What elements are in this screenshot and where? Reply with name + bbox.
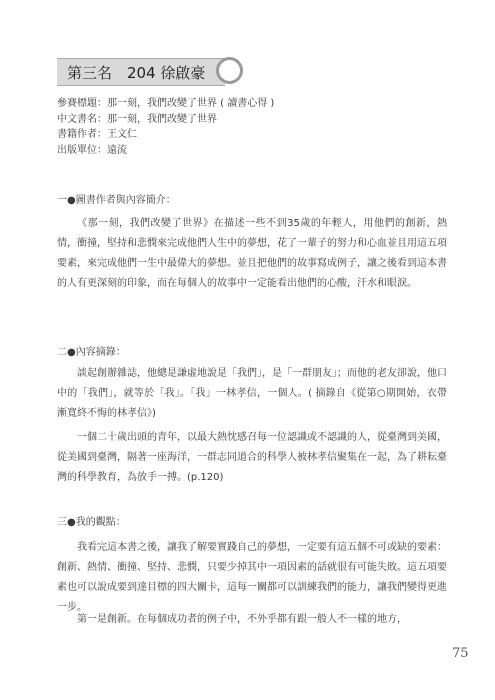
page-number: 75 xyxy=(452,646,469,661)
section2-heading: 二●內容摘錄： xyxy=(57,347,126,358)
page-title: 第三名 204 徐啟豪 xyxy=(57,58,225,86)
meta-entry-author: 書籍作者：王文仁 xyxy=(57,129,137,140)
section1-heading: 一●圖書作者與內容簡介： xyxy=(57,195,176,206)
meta-entry-book-name: 中文書名：那一刻，我們改變了世界 xyxy=(57,113,217,125)
section1-paragraph: 《那一刻，我們改變了世界》在描述一些不到35歲的年輕人，用他們的創新，熱情，衝撞，堅持和悲憫來完成他們人生中的夢想，花了一輩子的努力和心血並且用這五項要素，來完成他們一生中最偉大的夢想。並且把他們的故事寫成例子，讓之後看到這本書的人有更深刻的印象，而在每個人的故事中一定能看出他們的心酸，汗水和眼淚。 xyxy=(57,218,447,289)
section3-paragraph2: 第一是創新。在每個成功者的例子中，不外乎都有跟一般人不一樣的地方， xyxy=(77,614,407,625)
section3-paragraph1: 我看完這本書之後，讓我了解要實踐自己的夢想，一定要有這五個不可或缺的要素：創新、熱情、衝撞、堅持、悲憫，只要少掉其中一項因素的話就很有可能失敗。這五項要素也可以說成要到達目標的四大關卡，這每一關都可以訓練我們的能力，讓我們變得更進一步。 xyxy=(57,542,447,613)
book-meta xyxy=(57,96,274,158)
section2-paragraph2: 一個二十歲出頭的青年，以最大熱忱感召每一位認識或不認識的人，從臺灣到美國，從美國到臺灣，隔著一座海洋，一群志同道合的科學人被林孝信聚集在一起，為了耕耘臺灣的科學教育，為放手一搏。(p.120) xyxy=(57,432,447,483)
section2-paragraph1: 談起創辦雜誌，他總是謙虛地說是「我們」，是「一群朋友」；而他的老友卻說，他口中的「我們」，就等於「我」。「我」一林孝信，一個人。( 摘錄自《從第○期開始，衣帶漸寬終不悔的林孝信》) xyxy=(57,368,447,419)
meta-entry-publisher: 出版單位：遠流 xyxy=(57,144,127,156)
section3-heading: 三●我的觀點： xyxy=(57,517,126,528)
meta-entry-title: 參賽標題：那一刻，我們改變了世界 ( 讀書心得 ) xyxy=(57,98,275,109)
title-circle-ornament xyxy=(216,57,243,84)
